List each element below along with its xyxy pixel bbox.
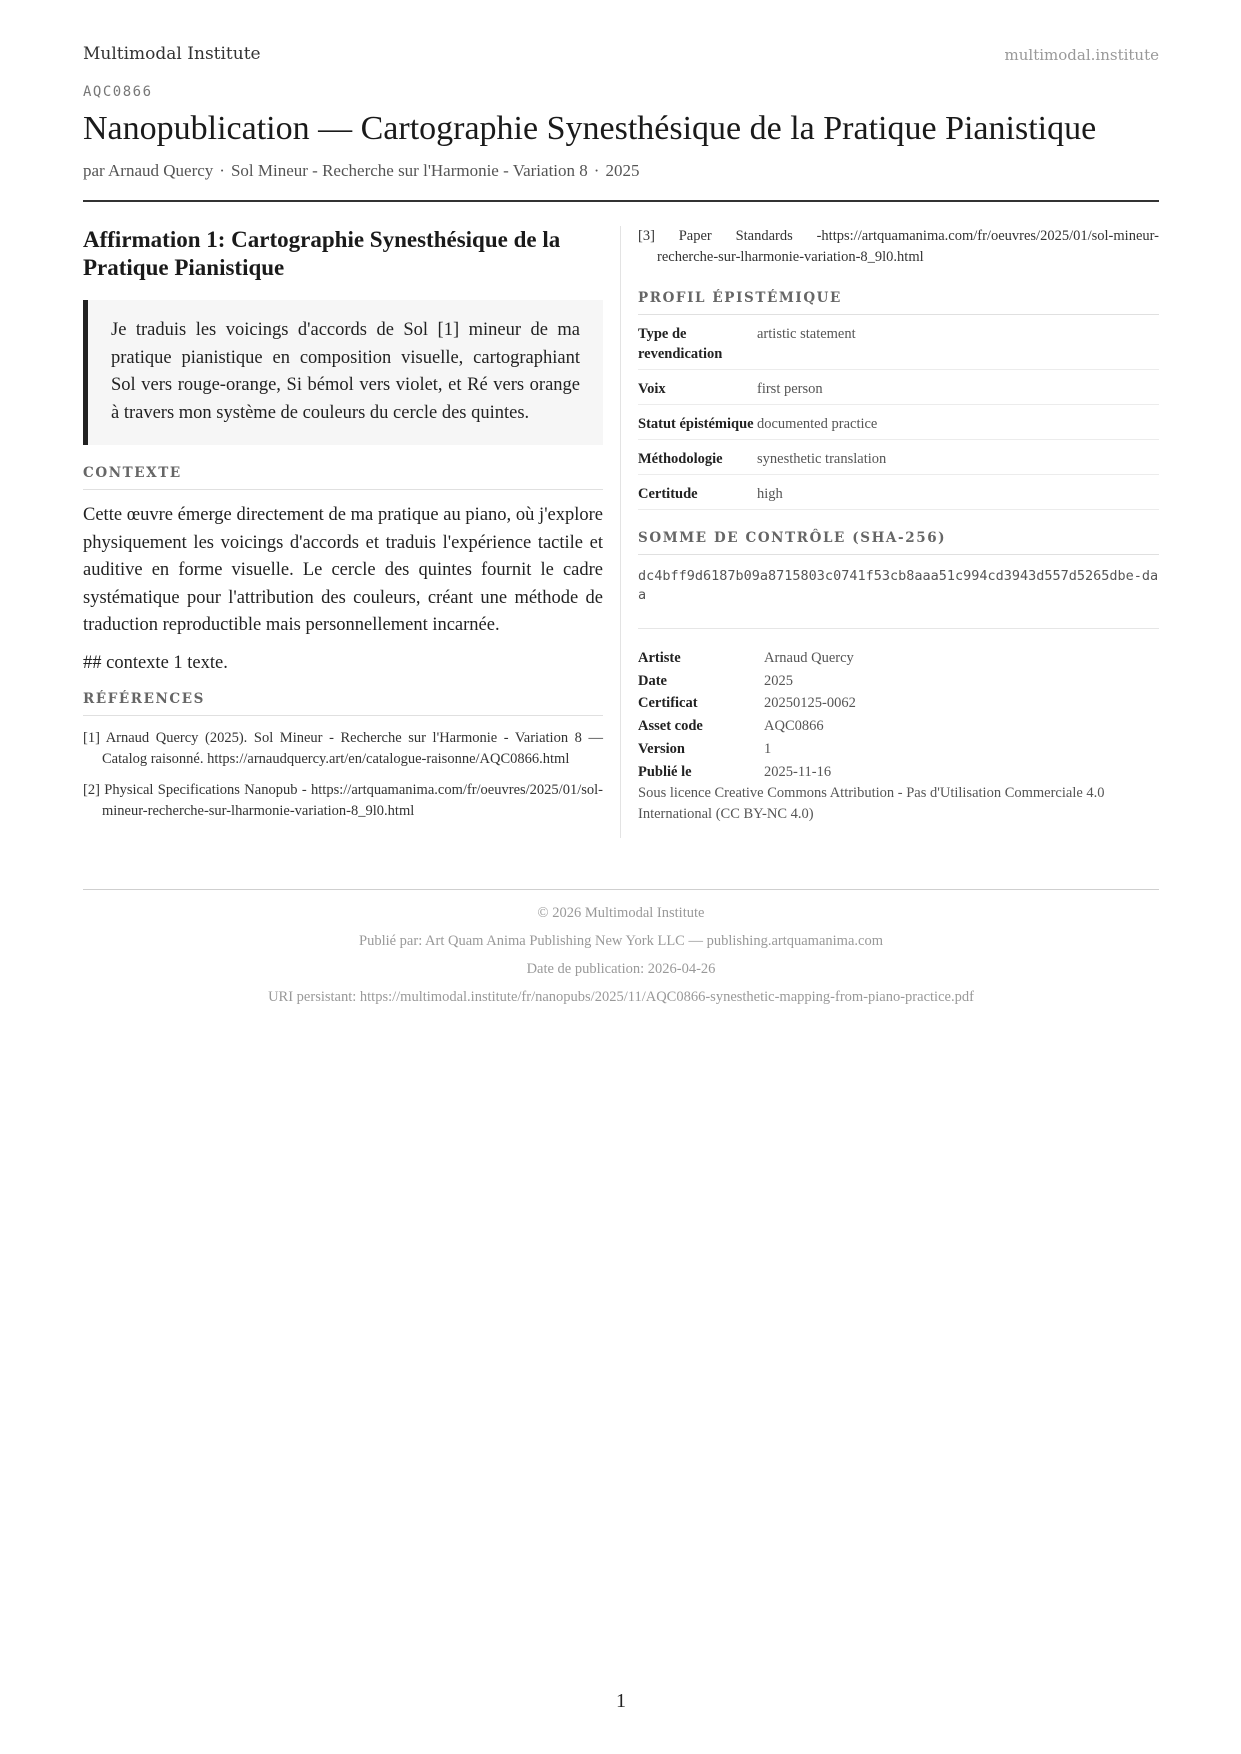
footer-pubdate: Date de publication: 2026-04-26 [526,961,716,977]
metadata-value: Arnaud Quercy [764,650,854,666]
context-paragraph: Cette œuvre émerge directement de ma pratique au piano, où j'explore physiquement les voicings d'accords et traduis l'expérience tactile et auditive en forme visuelle. Le cercle des quintes fournit le cadre systématique pour l'attribution des couleurs, créant une méthode de traduction reproductible mais personnellement incarnée. [83,505,603,635]
metadata-key: Version [638,740,685,757]
column-divider [620,226,621,838]
metadata-row [638,692,1159,715]
claim-title: Affirmation 1: Cartographie Synesthésique de la Pratique Pianistique [83,227,561,280]
epistemic-key: Méthodologie [638,451,723,467]
epistemic-value: artistic statement [757,326,856,342]
reference-item[interactable]: [2] Physical Specifications Nanopub - https://artquamanima.com/fr/oeuvres/2025/01/sol-mineur-recherche-sur-lharmonie-variation-8_9l0.html [83,782,603,819]
references-heading: RÉFÉRENCES [83,691,603,716]
metadata-row [638,647,1159,670]
metadata-value: 2025 [764,672,793,689]
license-text: Sous licence Creative Commons Attribution - Pas d'Utilisation Commerciale 4.0 International (CC BY-NC 4.0) [638,785,1105,823]
epistemic-value: first person [757,381,823,397]
epistemic-key: Statut épistémique [638,416,754,432]
byline-author: par Arnaud Quercy [83,161,214,180]
epistemic-row [638,440,1159,475]
metadata-row [638,738,1159,761]
metadata-value: AQC0866 [764,718,824,735]
metadata-key: Asset code [638,718,703,735]
epistemic-key: Type de revendication [638,326,723,362]
epistemic-value: high [757,486,783,502]
page-number: 1 [616,1690,626,1712]
institute-name: Multimodal Institute [83,44,261,64]
metadata-key: Certificat [638,695,698,712]
epistemic-row [638,370,1159,405]
metadata-value: 20250125-0062 [764,695,856,712]
epistemic-row [638,475,1159,510]
top-bar [83,44,1159,68]
context-heading: CONTEXTE [83,465,603,490]
epistemic-row [638,405,1159,440]
metadata-key: Date [638,672,667,689]
site-name[interactable]: multimodal.institute [1004,46,1159,64]
epistemic-key: Voix [638,381,666,397]
context-extra: ## contexte 1 texte. [83,652,228,673]
byline-year: 2025 [605,161,640,180]
footer-copyright: © 2026 Multimodal Institute [537,905,705,921]
footer-uri[interactable]: URI persistant: https://multimodal.institute/fr/nanopubs/2025/11/AQC0866-synesthetic-mapping-from-piano-practice.pdf [268,989,974,1005]
metadata-value: 1 [764,740,772,757]
metadata-key: Artiste [638,650,681,666]
left-column [83,226,603,822]
metadata-key: Publié le [638,763,692,780]
right-column [638,226,1159,825]
metadata-row [638,670,1159,693]
claim-quote: Je traduis les voicings d'accords de Sol [1] mineur de ma pratique pianistique en composition visuelle, cartographiant Sol vers rouge-orange, Si bémol vers violet, et Ré vers orange à travers mon système de couleurs du cercle des quintes. [83,300,603,445]
epistemic-table [638,315,1159,510]
footer-publisher: Publié par: Art Quam Anima Publishing New York LLC — publishing.artquamanima.com [359,933,883,949]
byline-separator: · [593,161,600,180]
byline-separator: · [219,161,225,180]
reference-item[interactable]: [3] Paper Standards -https://artquamanima.com/fr/oeuvres/2025/01/sol-mineur-recherche-sur-lharmonie-variation-8_9l0.html [638,228,1159,265]
metadata-value: 2025-11-16 [764,763,832,780]
metadata-row [638,761,1159,784]
checksum-value: dc4bff9d6187b09a8715803c0741f53cb8aaa51c994cd3943d557d5265dbe-daa [638,567,1159,629]
byline [83,161,639,181]
asset-code: AQC0866 [83,84,153,100]
epistemic-heading: PROFIL ÉPISTÉMIQUE [638,290,1159,315]
footer-divider [83,889,1159,890]
metadata-row [638,715,1159,738]
reference-item[interactable]: [1] Arnaud Quercy (2025). Sol Mineur - Recherche sur l'Harmonie - Variation 8 — Catalog raisonné. https://arnaudquercy.art/en/catalogue-raisonne/AQC0866.html [83,730,603,767]
epistemic-key: Certitude [638,486,698,502]
checksum-heading: SOMME DE CONTRÔLE (SHA-256) [638,530,1159,555]
epistemic-row [638,315,1159,370]
metadata-list [638,647,1159,825]
page-title: Nanopublication — Cartographie Synesthésique de la Pratique Pianistique [83,110,1097,147]
epistemic-value: documented practice [757,416,878,432]
byline-work: Sol Mineur - Recherche sur l'Harmonie - Variation 8 [230,161,588,180]
epistemic-value: synesthetic translation [757,451,887,467]
header-divider [83,200,1159,202]
